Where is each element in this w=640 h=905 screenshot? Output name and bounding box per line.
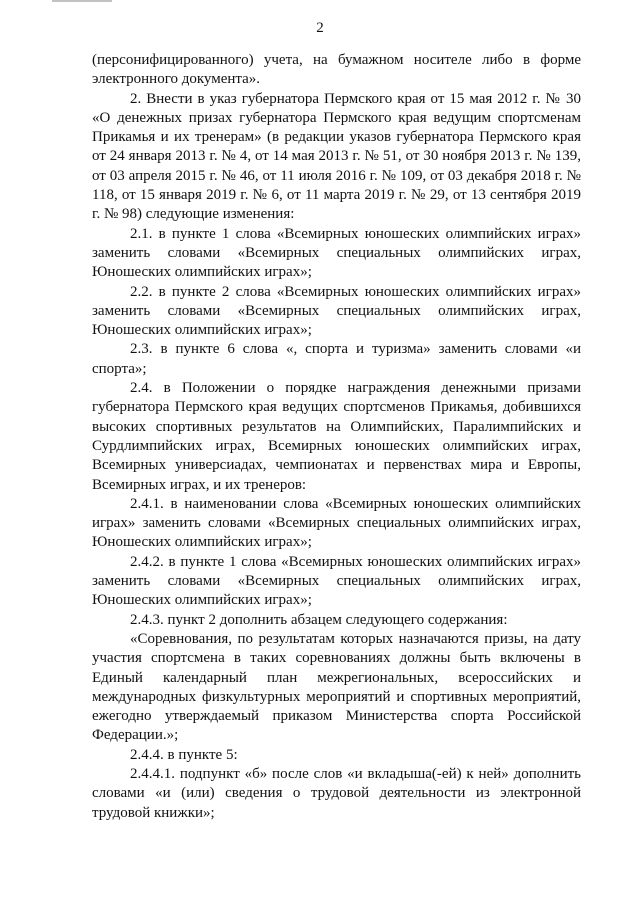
paragraph-item-2-4-4: 2.4.4. в пункте 5:: [130, 746, 238, 763]
paragraph-item-2-4-2: 2.4.2. в пункте 1 слова «Всемирных юношеских олимпийских играх» заменить словами «Всемирных специальных олимпийских играх, Юношеских олимпийских играх»;: [92, 553, 581, 609]
paragraph-item-2: 2. Внести в указ губернатора Пермского края от 15 мая 2012 г. № 30 «О денежных призах губернатора Пермского края ведущим спортсменам Прикамья и их тренерам» (в редакции указов губернатора Пермского края от 24 января 2013 г. № 4, от 14 мая 2013 г. № 51, от 30 ноября 2013 г. № 139, от 03 апреля 2015 г. № 46, от 11 июля 2016 г. № 109, от 03 декабря 2018 г. № 118, от 15 января 2019 г. № 6, от 11 марта 2019 г. № 29, от 13 сентября 2019 г. № 98) следующие изменения:: [92, 90, 581, 223]
scan-edge-mark: [52, 0, 112, 2]
paragraph-continuation: (персонифицированного) учета, на бумажном носителе либо в форме электронного документа».: [92, 52, 581, 88]
paragraph-item-2-3: 2.3. в пункте 6 слова «, спорта и туризма» заменить словами «и спорта»;: [92, 341, 581, 377]
page-number: 2: [316, 20, 324, 36]
paragraph-item-2-4-4-1: 2.4.4.1. подпункт «б» после слов «и вкладыша(-ей) к ней» дополнить словами «и (или) сведения о трудовой деятельности из электронной трудовой книжки»;: [92, 765, 581, 821]
document-body: [92, 51, 581, 823]
paragraph-item-2-1: 2.1. в пункте 1 слова «Всемирных юношеских олимпийских играх» заменить словами «Всемирных специальных олимпийских играх, Юношеских олимпийских играх»;: [92, 225, 581, 281]
paragraph-item-2-4-3: 2.4.3. пункт 2 дополнить абзацем следующего содержания:: [130, 611, 508, 628]
paragraph-quoted-addition: «Соревнования, по результатам которых назначаются призы, на дату участия спортсмена в таких соревнованиях должны быть включены в Единый календарный план межрегиональных, всероссийских и международных физкультурных мероприятий и спортивных мероприятий, ежегодно утверждаемый приказом Министерства спорта Российской Федерации.»;: [92, 630, 581, 744]
paragraph-item-2-4: 2.4. в Положении о порядке награждения денежными призами губернатора Пермского края ведущих спортсменов Прикамья, добившихся высоких спортивных результатов на Олимпийских, Паралимпийских и Сурдлимпийских играх, Всемирных юношеских олимпийских играх, Всемирных универсиадах, чемпионатах и первенствах мира и Европы, Всемирных играх, и их тренеров:: [92, 380, 581, 493]
paragraph-item-2-2: 2.2. в пункте 2 слова «Всемирных юношеских олимпийских играх» заменить словами «Всемирных специальных олимпийских играх, Юношеских олимпийских играх»;: [92, 283, 581, 339]
paragraph-item-2-4-1: 2.4.1. в наименовании слова «Всемирных юношеских олимпийских играх» заменить словами «Всемирных специальных олимпийских играх, Юношеских олимпийских играх»;: [92, 495, 581, 551]
